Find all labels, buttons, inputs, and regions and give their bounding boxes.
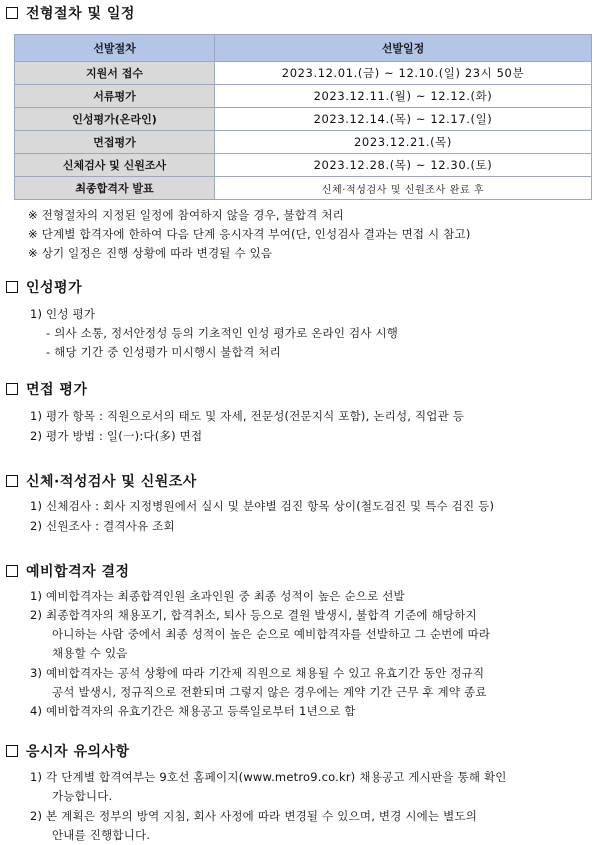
process-note: ※ 상기 일정은 진행 상황에 따라 변경될 수 있음 <box>28 246 273 260</box>
section-title-notice-text: 응시자 유의사항 <box>26 744 130 760</box>
notice-line: 2) 본 계획은 정부의 방역 지침, 회사 사정에 따라 변경될 수 있으며, 변경 시에는 별도의 <box>30 809 478 823</box>
notice-line: 가능합니다. <box>52 789 113 803</box>
section-title-reserve-text: 예비합격자 결정 <box>26 564 130 580</box>
interview-line: 2) 평가 방법 : 일(一):다(多) 면접 <box>30 429 203 443</box>
reserve-line: 1) 예비합격자는 최종합격인원 초과인원 중 최종 성적이 높은 순으로 선발 <box>30 589 405 603</box>
row-date: 2023.12.11.(월) ~ 12.12.(화) <box>215 85 592 108</box>
personality-line: 1) 인성 평가 <box>30 307 96 321</box>
physical-line: 2) 신원조사 : 결격사유 조회 <box>30 519 175 533</box>
personality-line: - 해당 기간 중 인성평가 미시행시 불합격 처리 <box>46 345 281 359</box>
row-date: 2023.12.28.(목) ~ 12.30.(토) <box>215 154 592 177</box>
row-step: 최종합격자 발표 <box>15 177 215 200</box>
checkbox-square-icon <box>6 745 18 757</box>
reserve-line: 4) 예비합격자의 유효기간은 채용공고 등록일로부터 1년으로 함 <box>30 704 356 718</box>
section-title-personality-text: 인성평가 <box>26 280 83 296</box>
checkbox-square-icon <box>6 383 18 395</box>
section-title-reserve <box>6 562 130 580</box>
row-date: 2023.12.01.(금) ~ 12.10.(일) 23시 50분 <box>215 62 592 85</box>
table-row <box>15 62 592 85</box>
physical-line: 1) 신체검사 : 회사 지정병원에서 실시 및 분야별 검진 항목 상이(철도검진 및 특수 검진 등) <box>30 499 495 513</box>
checkbox-square-icon <box>6 475 18 487</box>
checkbox-square-icon <box>6 565 18 577</box>
header-date: 선발일정 <box>215 35 592 62</box>
row-step: 신체검사 및 신원조사 <box>15 154 215 177</box>
header-step: 선발절차 <box>15 35 215 62</box>
reserve-line: 3) 예비합격자는 공석 상황에 따라 기간제 직원으로 채용될 수 있고 유효기간 동안 정규직 <box>30 666 485 680</box>
section-title-process <box>6 4 135 22</box>
table-row <box>15 131 592 154</box>
row-date: 신체·적성검사 및 신원조사 완료 후 <box>215 177 592 200</box>
personality-line: - 의사 소통, 정서안정성 등의 기초적인 인성 평가로 온라인 검사 시행 <box>46 326 399 340</box>
row-step: 인성평가(온라인) <box>15 108 215 131</box>
interview-line: 1) 평가 항목 : 직원으로서의 태도 및 자세, 전문성(전문지식 포함), 논리성, 직업관 등 <box>30 409 465 423</box>
process-note: ※ 단계별 합격자에 한하여 다음 단계 응시자격 부여(단, 인성검사 결과는 면접 시 참고) <box>28 227 471 241</box>
row-date: 2023.12.14.(목) ~ 12.17.(일) <box>215 108 592 131</box>
checkbox-square-icon <box>6 281 18 293</box>
table-row <box>15 154 592 177</box>
notice-line: 안내를 진행합니다. <box>52 828 151 842</box>
row-date: 2023.12.21.(목) <box>215 131 592 154</box>
reserve-line: 공석 발생시, 정규직으로 전환되며 그렇지 않은 경우에는 계약 기간 근무 후 계약 종료 <box>52 685 487 699</box>
section-title-process-text: 전형절차 및 일정 <box>26 6 135 22</box>
notice-line: 1) 각 단계별 합격여부는 9호선 홈페이지(www.metro9.co.kr) 채용공고 게시판을 통해 확인 <box>30 770 507 784</box>
row-step: 서류평가 <box>15 85 215 108</box>
schedule-table-header <box>15 35 592 62</box>
section-title-interview <box>6 380 87 398</box>
section-title-interview-text: 면접 평가 <box>26 382 88 398</box>
section-title-personality <box>6 278 82 296</box>
table-row <box>15 177 592 200</box>
table-row <box>15 108 592 131</box>
table-row <box>15 85 592 108</box>
section-title-physical <box>6 472 197 490</box>
schedule-table <box>14 34 592 200</box>
section-title-notice <box>6 742 130 760</box>
process-note: ※ 전형절차의 지정된 일정에 참여하지 않을 경우, 불합격 처리 <box>28 208 344 222</box>
reserve-line: 채용할 수 있음 <box>52 646 128 660</box>
reserve-line: 아니하는 사람 중에서 최종 성적이 높은 순으로 예비합격자를 선발하고 그 순번에 따라 <box>52 627 491 641</box>
checkbox-square-icon <box>6 7 18 19</box>
reserve-line: 2) 최종합격자의 채용포기, 합격취소, 퇴사 등으로 결원 발생시, 불합격 기준에 해당하지 <box>30 608 477 622</box>
row-step: 면접평가 <box>15 131 215 154</box>
section-title-physical-text: 신체·적성검사 및 신원조사 <box>26 474 197 490</box>
row-step: 지원서 접수 <box>15 62 215 85</box>
